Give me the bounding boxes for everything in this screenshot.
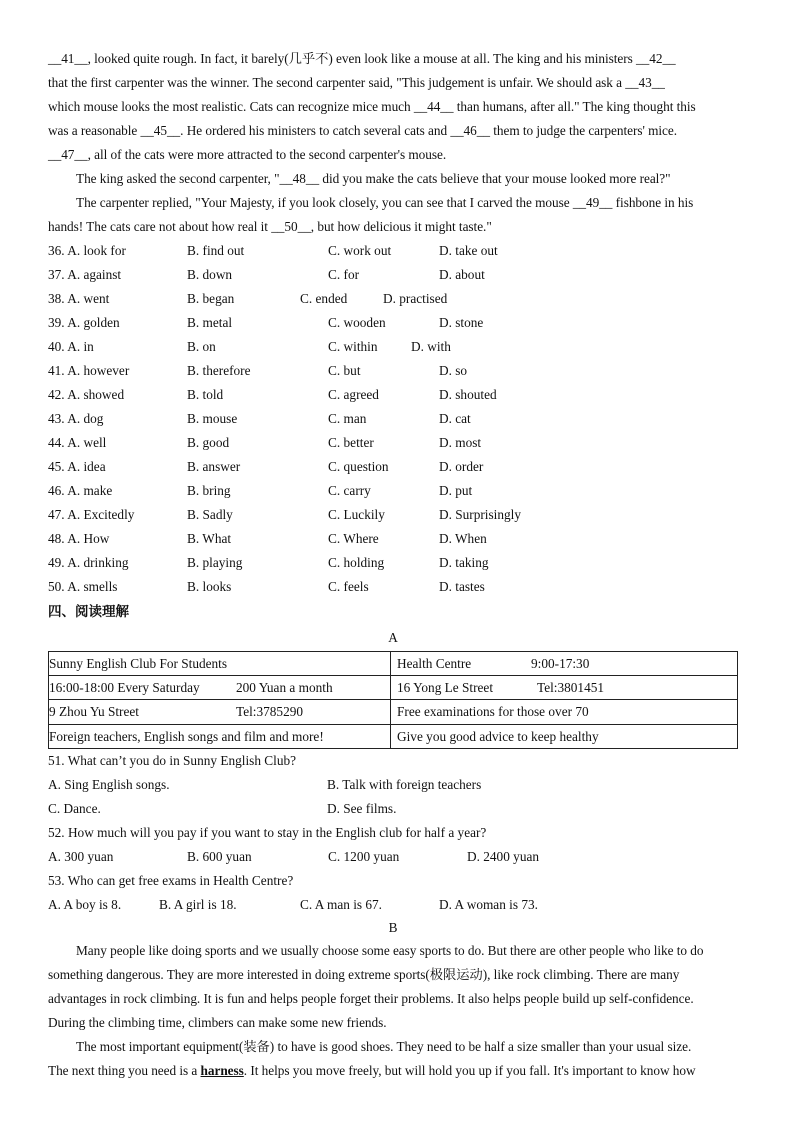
option-c: C. Dance. [48,800,101,816]
option-b: B. metal [187,315,233,330]
option-a: 37. A. against [48,267,122,282]
centre-advice: Give you good advice to keep healthy [397,728,599,744]
option-b: B. playing [187,555,243,570]
option-b: B. What [187,531,232,546]
text-line: __41__, looked quite rough. In fact, it barely(几乎不) even look like a mouse at all. The king and his ministers __42__ [48,51,676,66]
text-line: that the first carpenter was the winner. The second carpenter said, "This judgement is unfair. We should ask a __43__ [48,75,665,90]
option-d: D. most [439,435,482,450]
option-d: D. 2400 yuan [467,848,540,864]
option-d: D. take out [439,243,498,258]
table-row [49,724,738,748]
table-cell [49,724,391,748]
table-cell [49,652,391,676]
option-d: D. so [439,363,468,378]
option-a: 36. A. look for [48,243,126,258]
text-line: was a reasonable __45__. He ordered his ministers to catch several cats and __46__ them to judge the carpenters' mice. [48,123,677,138]
table-cell [49,676,391,700]
text-line: hands! The cats care not about how real it __50__, but how delicious it might taste." [48,219,492,234]
table-cell [391,652,738,676]
option-a: 39. A. golden [48,315,120,330]
reading-passage-b [48,939,738,1083]
question-stem: 52. How much will you pay if you want to stay in the English club for half a year? [48,824,487,840]
option-b: B. good [187,435,230,450]
option-b: B. told [187,387,224,402]
cloze-question-row [48,551,738,575]
option-c: C. man [328,411,367,426]
option-a: 38. A. went [48,291,110,306]
option-c: C. work out [328,243,392,258]
option-c: C. Where [328,531,379,546]
text-line: which mouse looks the most realistic. Cats can recognize mice much __44__ than humans, after all." The king thought this [48,99,696,114]
centre-offer: Free examinations for those over 70 [397,704,589,720]
option-c: C. ended [300,291,348,306]
centre-hours: 9:00-17:30 [531,656,590,672]
option-a: 45. A. idea [48,459,106,474]
option-d: D. taking [439,555,489,570]
option-a: 41. A. however [48,363,130,378]
text-line: something dangerous. They are more interested in doing extreme sports(极限运动), like rock climbing. There are many [48,966,680,982]
option-d: D. Surprisingly [439,507,522,522]
option-c: C. better [328,435,374,450]
club-features: Foreign teachers, English songs and film and more! [49,728,324,744]
option-d: D. with [411,339,451,354]
option-c: C. Luckily [328,507,385,522]
cloze-question-row [48,287,738,311]
option-b: B. bring [187,483,231,498]
cloze-question-row [48,479,738,503]
cloze-paragraph-2 [48,167,738,191]
option-b: B. Sadly [187,507,233,522]
option-c: C. agreed [328,387,379,402]
cloze-question-row [48,311,738,335]
table-cell [49,700,391,724]
table-cell [391,700,738,724]
cloze-question-row [48,263,738,287]
text-line: . It helps you move freely, but will hold you up if you fall. It's important to know how [243,1062,696,1078]
cloze-question-row [48,335,738,359]
cloze-question-row [48,503,738,527]
club-phone: Tel:3785290 [236,704,304,720]
text-line: Many people like doing sports and we usually choose some easy sports to do. But there are other people who like to do [76,942,704,958]
option-d: D. cat [439,411,471,426]
info-table [48,651,738,749]
option-b: B. looks [187,579,232,594]
option-c: C. question [328,459,389,474]
table-row [49,676,738,700]
cloze-question-row [48,575,738,599]
cloze-paragraph-1 [48,47,738,167]
question-53 [48,869,738,917]
question-52 [48,821,738,869]
option-b: B. find out [187,243,245,258]
option-a: 46. A. make [48,483,113,498]
option-a: 40. A. in [48,339,94,354]
cloze-passage [48,47,738,239]
option-b: B. 600 yuan [187,848,252,864]
option-d: D. shouted [439,387,497,402]
club-fee: 200 Yuan a month [236,680,333,696]
option-d: D. See films. [327,800,397,816]
option-d: D. stone [439,315,484,330]
option-a: 43. A. dog [48,411,104,426]
question-stem: 53. Who can get free exams in Health Centre? [48,872,294,888]
keyword-harness: harness [200,1062,244,1078]
centre-address: 16 Yong Le Street [397,680,494,696]
option-c: C. feels [328,579,369,594]
table-cell [391,676,738,700]
option-b: B. A girl is 18. [159,896,237,912]
option-d: D. about [439,267,485,282]
cloze-question-row [48,239,738,263]
option-d: D. put [439,483,473,498]
option-d: D. order [439,459,484,474]
option-b: B. mouse [187,411,238,426]
option-a: 47. A. Excitedly [48,507,135,522]
option-d: D. When [439,531,487,546]
table-cell [391,724,738,748]
passage-paragraph-1 [48,939,738,1035]
section-b-label: B [388,919,398,935]
question-stem: 51. What can’t you do in Sunny English Club? [48,752,297,768]
option-b: B. Talk with foreign teachers [327,776,482,792]
option-b: B. answer [187,459,241,474]
text-line: advantages in rock climbing. It is fun and helps people forget their problems. It also helps people build up self-confidence. [48,990,694,1006]
option-b: B. therefore [187,363,251,378]
text-line: The most important equipment(装备) to have is good shoes. They need to be half a size smaller than your usual size. [76,1038,692,1054]
option-a: 42. A. showed [48,387,125,402]
cloze-question-row [48,455,738,479]
option-a: A. Sing English songs. [48,776,170,792]
option-a: A. A boy is 8. [48,896,122,912]
text-line: The king asked the second carpenter, "__48__ did you make the cats believe that your mouse looked more real?" [76,171,671,186]
cloze-question-row [48,407,738,431]
cloze-question-row [48,359,738,383]
passage-paragraph-2 [48,1035,738,1083]
option-c: C. A man is 67. [300,896,383,912]
option-c: C. wooden [328,315,386,330]
centre-phone: Tel:3801451 [537,680,605,696]
table-row [49,700,738,724]
option-b: B. began [187,291,235,306]
option-b: B. on [187,339,216,354]
text-line: __47__, all of the cats were more attracted to the second carpenter's mouse. [48,147,447,162]
option-d: D. practised [383,291,448,306]
option-d: D. A woman is 73. [439,896,538,912]
option-c: C. for [328,267,360,282]
section-heading: 四、阅读理解 [48,604,129,620]
cloze-question-list [48,239,738,599]
option-d: D. tastes [439,579,485,594]
text-line: The carpenter replied, "Your Majesty, if you look closely, you can see that I carved the mouse __49__ fishbone in his [76,195,694,210]
club-address: 9 Zhou Yu Street [49,704,139,720]
option-a: 48. A. How [48,531,110,546]
option-a: 49. A. drinking [48,555,129,570]
club-time: 16:00-18:00 Every Saturday [49,680,200,696]
option-c: C. carry [328,483,371,498]
table-row [49,652,738,676]
cloze-question-row [48,383,738,407]
cloze-question-row [48,431,738,455]
cloze-question-row [48,527,738,551]
option-c: C. but [328,363,361,378]
cloze-paragraph-3 [48,191,738,239]
text-line: During the climbing time, climbers can make some new friends. [48,1014,387,1030]
text-line: The next thing you need is a [48,1062,201,1078]
exam-page [48,47,738,1083]
option-a: A. 300 yuan [48,848,114,864]
centre-name: Health Centre [397,656,472,672]
club-name: Sunny English Club For Students [49,656,228,672]
option-a: 50. A. smells [48,579,118,594]
question-51 [48,749,738,821]
option-a: 44. A. well [48,435,107,450]
option-b: B. down [187,267,233,282]
option-c: C. 1200 yuan [328,848,400,864]
option-c: C. within [328,339,378,354]
section-a-label: A [388,630,398,645]
option-c: C. holding [328,555,385,570]
